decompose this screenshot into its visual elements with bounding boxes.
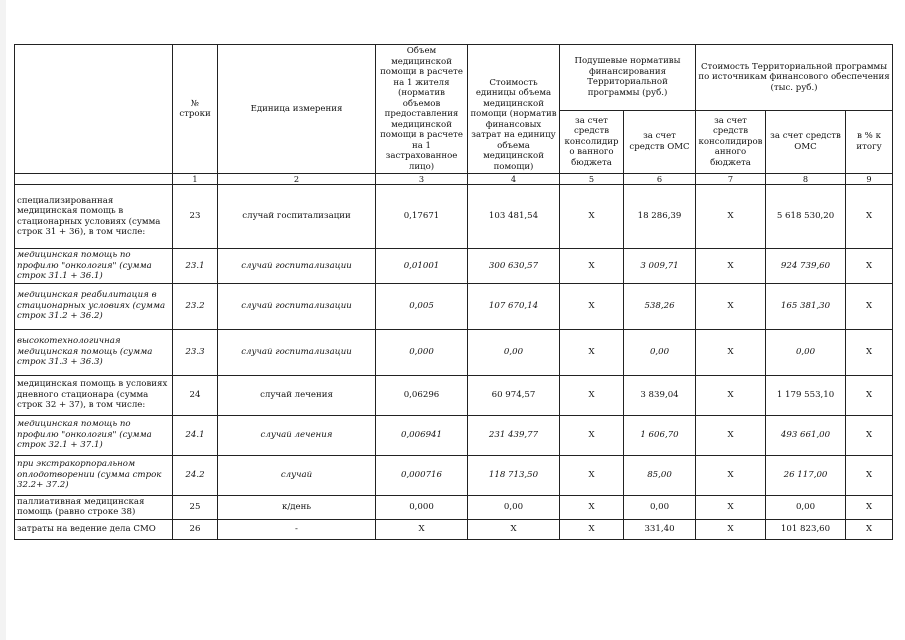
row-percent: X (846, 495, 893, 519)
column-number: 1 (173, 174, 218, 185)
row-percent: X (846, 455, 893, 495)
table-row (15, 495, 893, 519)
column-number: 6 (624, 174, 696, 185)
row-number: 23.2 (173, 283, 218, 329)
row-volume: 0,006941 (376, 415, 468, 455)
row-oms-cost: 26 117,00 (766, 455, 846, 495)
row-unit-cost: 103 481,54 (468, 185, 560, 249)
row-budget-cost: X (696, 375, 766, 415)
row-oms-per-capita: 538,26 (624, 283, 696, 329)
row-unit: - (218, 519, 376, 539)
row-volume: 0,000 (376, 329, 468, 375)
header-program-cost: Стоимость Территориальной программы по источникам финансового обеспечения (тыс. руб.) (696, 45, 893, 111)
column-number: 3 (376, 174, 468, 185)
row-volume: 0,005 (376, 283, 468, 329)
row-budget-cost: X (696, 329, 766, 375)
header-unit-cost: Стоимость единицы объема медицинской помощи (норматив финансовых затрат на единицу объема медицинской помощи) (468, 45, 560, 174)
row-budget-per-capita: X (560, 375, 624, 415)
row-oms-per-capita: 3 839,04 (624, 375, 696, 415)
row-volume: X (376, 519, 468, 539)
row-volume: 0,000716 (376, 455, 468, 495)
row-oms-per-capita: 85,00 (624, 455, 696, 495)
row-volume: 0,17671 (376, 185, 468, 249)
row-percent: X (846, 375, 893, 415)
row-unit-cost: X (468, 519, 560, 539)
row-name: медицинская помощь по профилю "онкология" (сумма строк 31.1 + 36.1) (15, 249, 173, 284)
row-budget-cost: X (696, 415, 766, 455)
row-unit: случай (218, 455, 376, 495)
row-oms-cost: 0,00 (766, 329, 846, 375)
row-name: специализированная медицинская помощь в стационарных условиях (сумма строк 31 + 36), в том числе: (15, 185, 173, 249)
column-number: 5 (560, 174, 624, 185)
column-number: 4 (468, 174, 560, 185)
row-name: при экстракорпоральном оплодотворении (сумма строк 32.2+ 37.2) (15, 455, 173, 495)
column-number: 9 (846, 174, 893, 185)
row-name: медицинская реабилитация в стационарных условиях (сумма строк 31.2 + 36.2) (15, 283, 173, 329)
row-unit-cost: 118 713,50 (468, 455, 560, 495)
row-oms-per-capita: 331,40 (624, 519, 696, 539)
row-number: 23.3 (173, 329, 218, 375)
row-number: 24 (173, 375, 218, 415)
header-row-number: № строки (173, 45, 218, 174)
financing-table (14, 44, 893, 540)
table-row (15, 519, 893, 539)
row-budget-cost: X (696, 455, 766, 495)
row-budget-per-capita: X (560, 185, 624, 249)
row-number: 23.1 (173, 249, 218, 284)
row-unit-cost: 300 630,57 (468, 249, 560, 284)
row-budget-cost: X (696, 249, 766, 284)
row-name: высокотехнологичная медицинская помощь (сумма строк 31.3 + 36.3) (15, 329, 173, 375)
header-name-cell (15, 45, 173, 174)
row-unit-cost: 107 670,14 (468, 283, 560, 329)
row-unit-cost: 60 974,57 (468, 375, 560, 415)
row-budget-per-capita: X (560, 249, 624, 284)
header-per-capita: Подушевые нормативы финансирования Территориальной программы (руб.) (560, 45, 696, 111)
row-volume: 0,01001 (376, 249, 468, 284)
row-oms-per-capita: 18 286,39 (624, 185, 696, 249)
table-row (15, 455, 893, 495)
table-row (15, 375, 893, 415)
column-number-blank (15, 174, 173, 185)
header-budget-2: за счет средств консолидиров анного бюджета (696, 110, 766, 173)
row-name: медицинская помощь в условиях дневного стационара (сумма строк 32 + 37), в том числе: (15, 375, 173, 415)
table-row (15, 329, 893, 375)
header-oms-2: за счет средств ОМС (766, 110, 846, 173)
row-oms-per-capita: 1 606,70 (624, 415, 696, 455)
row-budget-per-capita: X (560, 329, 624, 375)
column-number: 2 (218, 174, 376, 185)
row-oms-cost: 1 179 553,10 (766, 375, 846, 415)
header-budget-1: за счет средств консолидиро ванного бюджета (560, 110, 624, 173)
row-unit-cost: 231 439,77 (468, 415, 560, 455)
row-budget-per-capita: X (560, 519, 624, 539)
row-oms-per-capita: 0,00 (624, 495, 696, 519)
document-table-container (14, 44, 893, 540)
row-name: паллиативная медицинская помощь (равно строке 38) (15, 495, 173, 519)
row-percent: X (846, 249, 893, 284)
row-oms-cost: 493 661,00 (766, 415, 846, 455)
column-number-row (15, 174, 893, 185)
row-percent: X (846, 329, 893, 375)
column-number: 8 (766, 174, 846, 185)
table-row (15, 415, 893, 455)
row-budget-per-capita: X (560, 283, 624, 329)
left-edge (0, 0, 6, 640)
row-number: 23 (173, 185, 218, 249)
header-oms-1: за счет средств ОМС (624, 110, 696, 173)
row-budget-per-capita: X (560, 495, 624, 519)
table-body (15, 185, 893, 540)
header-row-1 (15, 45, 893, 111)
row-percent: X (846, 519, 893, 539)
row-volume: 0,06296 (376, 375, 468, 415)
row-number: 25 (173, 495, 218, 519)
row-budget-cost: X (696, 495, 766, 519)
row-budget-cost: X (696, 185, 766, 249)
row-name: медицинская помощь по профилю "онкология" (сумма строк 32.1 + 37.1) (15, 415, 173, 455)
header-unit: Единица измерения (218, 45, 376, 174)
row-budget-cost: X (696, 283, 766, 329)
row-oms-cost: 0,00 (766, 495, 846, 519)
row-percent: X (846, 415, 893, 455)
row-unit-cost: 0,00 (468, 329, 560, 375)
row-unit: случай лечения (218, 415, 376, 455)
header-volume: Объем медицинской помощи в расчете на 1 жителя (норматив объемов предоставления медицинской помощи в расчете на 1 застрахованное лицо) (376, 45, 468, 174)
row-unit: случай госпитализации (218, 185, 376, 249)
row-number: 24.1 (173, 415, 218, 455)
row-unit: случай госпитализации (218, 283, 376, 329)
row-percent: X (846, 185, 893, 249)
row-unit: к/день (218, 495, 376, 519)
row-oms-per-capita: 3 009,71 (624, 249, 696, 284)
row-unit: случай госпитализации (218, 249, 376, 284)
row-unit-cost: 0,00 (468, 495, 560, 519)
row-oms-cost: 5 618 530,20 (766, 185, 846, 249)
column-number: 7 (696, 174, 766, 185)
row-budget-cost: X (696, 519, 766, 539)
row-unit: случай лечения (218, 375, 376, 415)
header-percent: в % к итогу (846, 110, 893, 173)
row-oms-cost: 101 823,60 (766, 519, 846, 539)
row-name: затраты на ведение дела СМО (15, 519, 173, 539)
table-row (15, 283, 893, 329)
row-oms-cost: 924 739,60 (766, 249, 846, 284)
row-volume: 0,000 (376, 495, 468, 519)
table-row (15, 249, 893, 284)
table-row (15, 185, 893, 249)
row-number: 24.2 (173, 455, 218, 495)
row-unit: случай госпитализации (218, 329, 376, 375)
row-number: 26 (173, 519, 218, 539)
row-oms-cost: 165 381,30 (766, 283, 846, 329)
row-budget-per-capita: X (560, 455, 624, 495)
row-budget-per-capita: X (560, 415, 624, 455)
row-oms-per-capita: 0,00 (624, 329, 696, 375)
row-percent: X (846, 283, 893, 329)
